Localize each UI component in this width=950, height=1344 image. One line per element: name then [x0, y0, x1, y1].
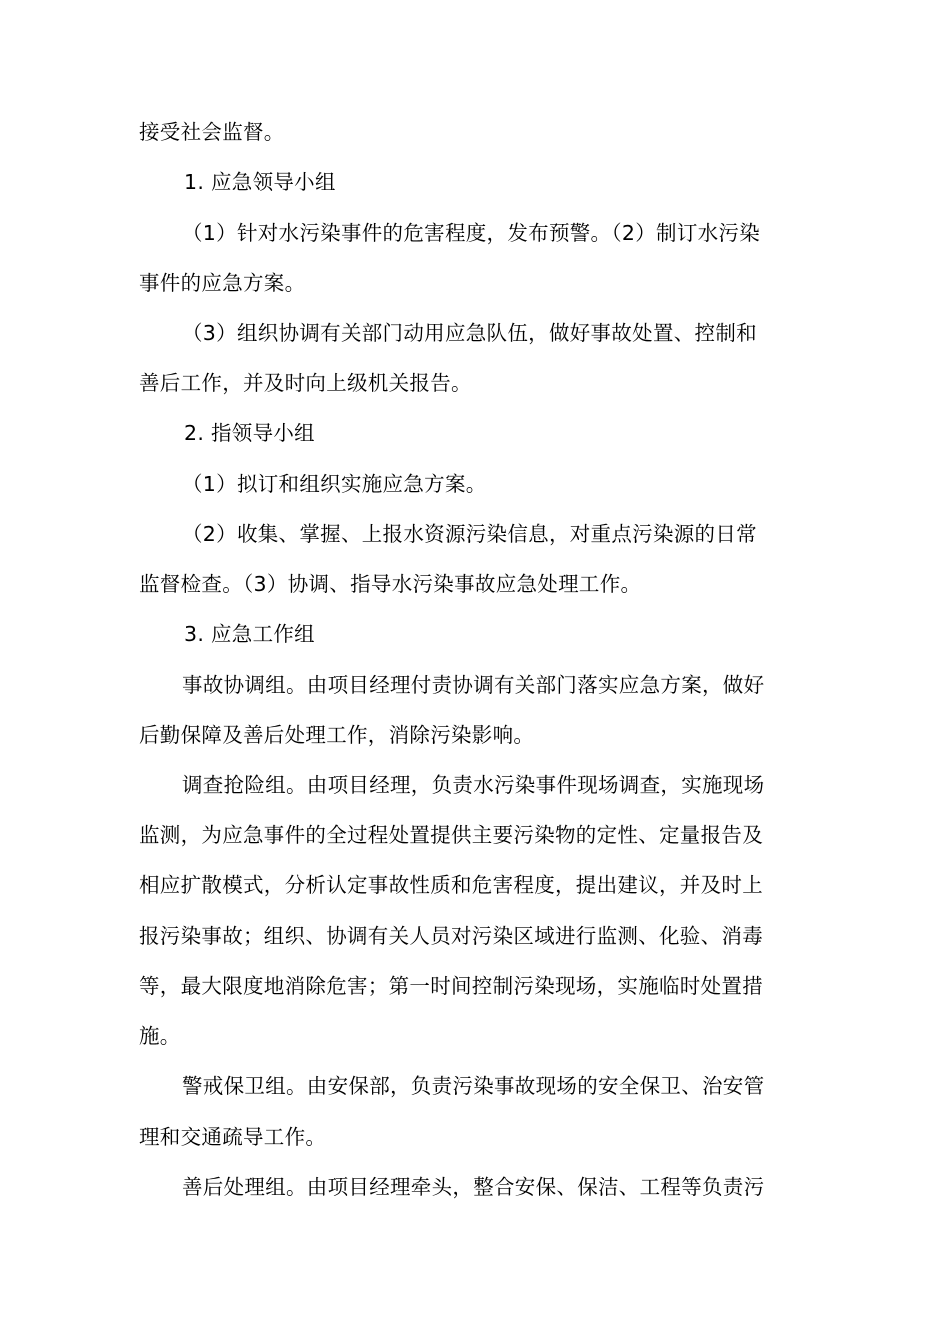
paragraph-line: 相应扩散模式，分析认定事故性质和危害程度，提出建议，并及时上	[139, 873, 763, 897]
paragraph-line: 后勤保障及善后处理工作，消除污染影响。	[139, 723, 535, 747]
paragraph-line: 监测，为应急事件的全过程处置提供主要污染物的定性、定量报告及	[139, 823, 763, 847]
section-heading-2: 2. 指领导小组	[184, 421, 315, 445]
paragraph-line: 报污染事故；组织、协调有关人员对污染区域进行监测、化验、消毒	[139, 924, 763, 948]
paragraph-line: 善后处理组。由项目经理牵头，整合安保、保洁、工程等负责污	[182, 1175, 765, 1199]
paragraph-line: 理和交通疏导工作。	[139, 1125, 327, 1149]
section-heading-3: 3. 应急工作组	[184, 622, 315, 646]
paragraph-line: （3）组织协调有关部门动用应急队伍，做好事故处置、控制和	[182, 321, 757, 345]
paragraph-line: 接受社会监督。	[139, 120, 285, 144]
section-heading-1: 1. 应急领导小组	[184, 170, 336, 194]
paragraph-line: 事件的应急方案。	[139, 271, 306, 295]
paragraph-line: 事故协调组。由项目经理付责协调有关部门落实应急方案，做好	[182, 673, 765, 697]
paragraph-line: 施。	[139, 1024, 181, 1048]
paragraph-line: 监督检查。（3）协调、指导水污染事故应急处理工作。	[139, 572, 642, 596]
paragraph-line: 警戒保卫组。由安保部，负责污染事故现场的安全保卫、治安管	[182, 1074, 765, 1098]
paragraph-line: （1）针对水污染事件的危害程度，发布预警。（2）制订水污染	[182, 221, 761, 245]
paragraph-line: 调查抢险组。由项目经理，负责水污染事件现场调查，实施现场	[182, 773, 765, 797]
paragraph-line: 善后工作，并及时向上级机关报告。	[139, 371, 472, 395]
paragraph-line: （2）收集、掌握、上报水资源污染信息，对重点污染源的日常	[182, 522, 757, 546]
paragraph-line: （1）拟订和组织实施应急方案。	[182, 472, 487, 496]
paragraph-line: 等，最大限度地消除危害；第一时间控制污染现场，实施临时处置措	[139, 974, 763, 998]
